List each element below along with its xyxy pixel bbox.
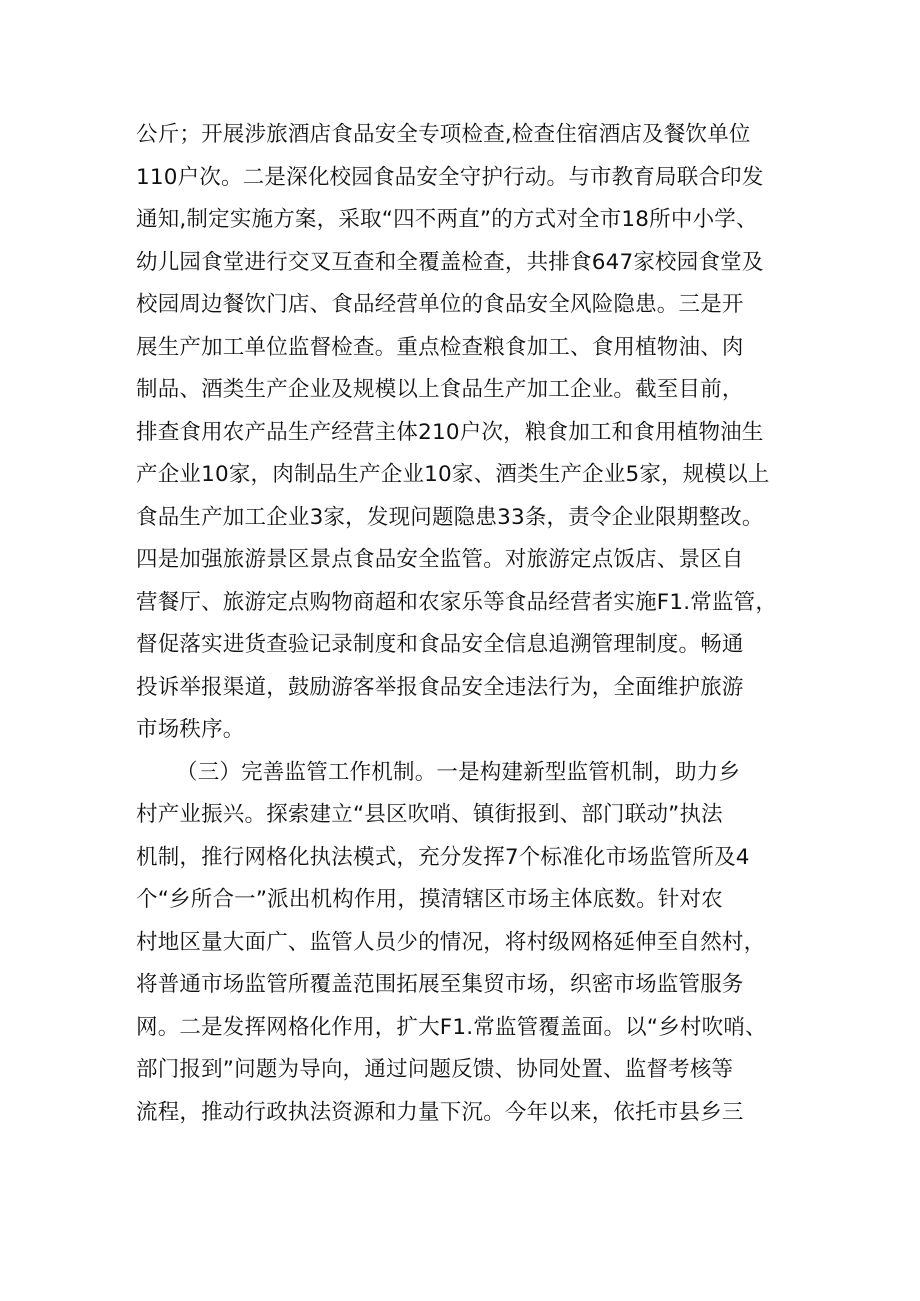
text-line: 投诉举报渠道，鼓励游客举报食品安全违法行为，全面维护旅游 bbox=[136, 674, 744, 700]
text-line: 村地区量大面广、监管人员少的情况，将村级网格延伸至自然村， bbox=[136, 929, 766, 955]
text-line: 督促落实进货查验记录制度和食品安全信息追溯管理制度。畅通 bbox=[136, 632, 744, 657]
body-text bbox=[136, 114, 816, 1134]
text-line: 营餐厅、旅游定点购物商超和农家乐等食品经营者实施F1.常监管， bbox=[136, 589, 778, 615]
text-line: 校园周边餐饮门店、食品经营单位的食品安全风险隐患。三是开 bbox=[136, 292, 744, 317]
text-line: 制品、酒类生产企业及规模以上食品生产加工企业。截至目前， bbox=[136, 377, 744, 402]
text-line: 将普通市场监管所覆盖范围拓展至集贸市场，织密市场监管服务 bbox=[136, 972, 744, 997]
section-heading-line: （三）完善监管工作机制。一是构建新型监管机制，助力乡 bbox=[176, 759, 741, 785]
text-line: 流程，推动行政执法资源和力量下沉。今年以来，依托市县乡三 bbox=[136, 1099, 744, 1125]
text-line: 个“乡所合一”派出机构作用，摸清辖区市场主体底数。针对农 bbox=[136, 887, 723, 912]
text-line: 通知,制定实施方案，采取“四不两直”的方式对全市18所中小学、 bbox=[136, 207, 758, 232]
text-line: 110户次。二是深化校园食品安全守护行动。与市教育局联合印发 bbox=[136, 164, 764, 190]
text-line: 机制，推行网格化执法模式，充分发挥7个标准化市场监管所及4 bbox=[136, 844, 750, 870]
text-line: 产企业10家，肉制品生产企业10家、酒类生产企业5家，规模以上 bbox=[136, 462, 770, 487]
text-line: 排查食用农产品生产经营主体210户次，粮食加工和食用植物油生 bbox=[136, 419, 764, 445]
text-line: 村产业振兴。探索建立“县区吹哨、镇街报到、部门联动”执法 bbox=[136, 802, 723, 827]
text-line: 市场秩序。 bbox=[136, 717, 245, 742]
text-line: 网。二是发挥网格化作用，扩大F1.常监管覆盖面。以“乡村吹哨、 bbox=[136, 1014, 767, 1040]
text-line: 幼儿园食堂进行交叉互查和全覆盖检查，共排食647家校园食堂及 bbox=[136, 249, 764, 275]
text-line: 食品生产加工企业3家，发现问题隐患33条，责令企业限期整改。 bbox=[136, 504, 764, 530]
text-line: 四是加强旅游景区景点食品安全监管。对旅游定点饭店、景区自 bbox=[136, 547, 744, 572]
text-line: 部门报到”问题为导向，通过问题反馈、协同处置、监督考核等 bbox=[136, 1057, 734, 1082]
text-line: 公斤；开展涉旅酒店食品安全专项检查,检查住宿酒店及餐饮单位 bbox=[136, 122, 751, 147]
text-line: 展生产加工单位监督检查。重点检查粮食加工、食用植物油、肉 bbox=[136, 334, 744, 360]
